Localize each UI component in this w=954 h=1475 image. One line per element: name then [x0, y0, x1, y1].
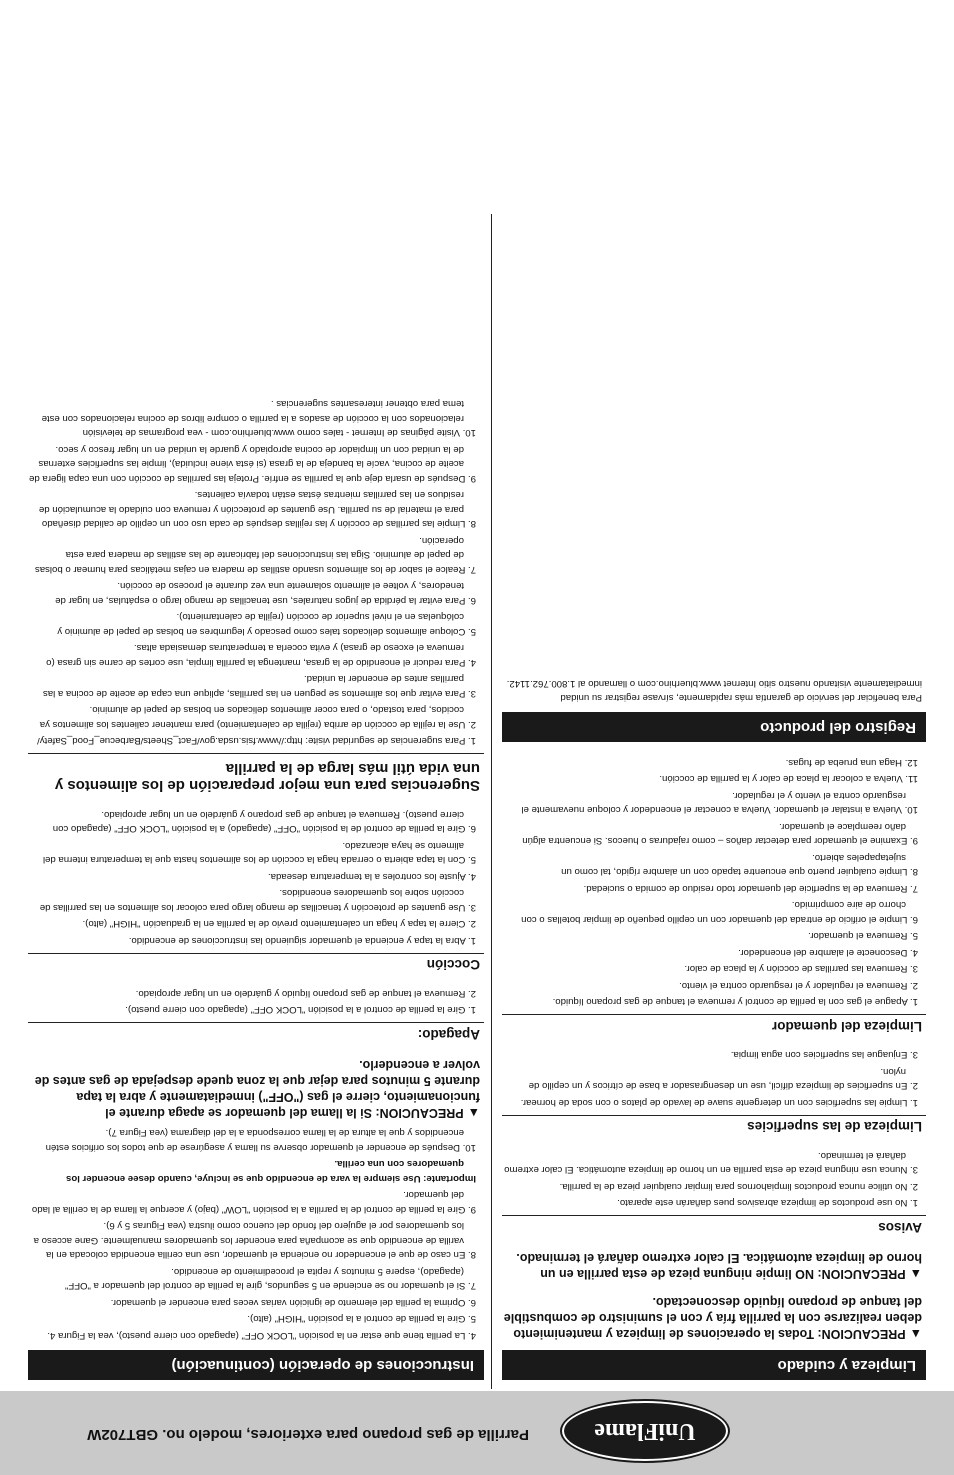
importante-note: Importante: Use siempre la vara de encendido que se incluye, cuando desee encender los quemadores con una cerilla. [65, 1158, 476, 1184]
list-item: 4. Para reducir el encendido de la grasa, mantenga la parrilla limpia, use cortes de carne sin grasa (o remueva el exceso de grasa) y evita cocerla a temperaturas demasiada altas. [46, 642, 476, 668]
list-item: 3. Use guantes de protección y tenacillas de mango largo para colocar los alimentos en las parrillas de cocción sobre los quemadores encendidos. [39, 887, 476, 913]
list-item: 11. Vuelva a colocar la placa de calor y la parrilla de cocción. [659, 773, 918, 785]
list-item: 1. Gire la perilla de control a la posición "LOCK OFF" (apagado con cierre puesto). [125, 1004, 476, 1016]
list-item: 2. No utilice nunca productos limpiahornos para limpiar cualquier pieza de la parrilla. [559, 1181, 918, 1192]
warning-icon: ▲ [909, 1267, 922, 1281]
list-item: 6. Gire la perilla de control de la posición "OFF" (apagado) a la posición "LOCK OFF" (apagado con cierre puesto). Remueva el tanque de gas propano y guárdelo en un lugar apropiado. [52, 809, 476, 835]
list-item: 12. Haga una prueba de fugas. [785, 757, 918, 768]
precaucion-3: ▲PRECAUCION: Si la llama del quemador se apaga durante el funcionamiento, cierre el gas ("OFF") inmediatamente y abra la tapa durante 5 minutos para dejar que la zona quede despejada de gas antes de volver a encenderlo. [34, 1058, 480, 1120]
header-title: Parrilla de gas propano para exteriores, modelo no. GBT702W [87, 1426, 529, 1443]
list-item: 9. Después de usarla deje que la parrilla se enfríe. Proteja las parrillas de cocción con una capa ligera de aceite de cocina, vacíe la bandeja de la grasa (si ésta viene incluida), limpie las superficies externas de la unidad con un limpiador de cocina apropiado y guarde la unidad en un lugar fresco y seco. [29, 444, 476, 484]
list-item: 5. Gire la perilla de control a la posición "HIGH" (alto). [247, 1313, 476, 1325]
list-item: 5. Coloque alimentos delicados tales como pescado y legumbres en bolsas de papel de aluminio y colóquelas en el nivel superior de cocción (rejilla de calentamiento). [57, 611, 476, 637]
list-item: 1. Limpie las superficies con un detergente suave de lavado de platos o con soda de hornear. [520, 1097, 918, 1108]
list-item: 7. Remueva de la superficie del quemador todo residuo de comida o suciedad. [583, 883, 918, 894]
column-divider [491, 214, 492, 1389]
list-item: 8. Limpie cualquier puerto que encuentre tapado con un alambre rígido, tal como un sujetapapeles abierto. [561, 852, 918, 878]
left-column [502, 672, 926, 1381]
list-item: 8. En caso de que el encendedor no encienda el quemador, use una cerilla encendida colocada en la varilla de encendido que se acompaña para encender los quemadores manualmente. Gane acceso a los quemadores por el agujero del fondo del cuenco como ilustra (vea Figuras 5 y 6). [33, 1220, 476, 1261]
warning-icon: ▲ [909, 1327, 922, 1341]
list-item: 10. Vuelva a instalar el quemador. Vuelva a conectar el encendedor y coloque nuevamente el resguardo contra el viento y el regulador. [521, 790, 918, 816]
apagado-heading: Apagado: [28, 1023, 484, 1046]
precaucion-2: ▲PRECAUCION: NO limpie ninguna pieza de esta parrilla en un horno de limpieza automática. El calor extremo dañará el terminado. [516, 1251, 922, 1281]
list-item: 5. Con la tapa abierta o cerrada haga la cocción de los alimentos hasta que la temperatura interna del alimento se haya alcanzado. [42, 840, 476, 866]
precaucion-1: ▲PRECAUCION: Todas la operaciones de limpieza y mantenimiento deben realizarse con la parrilla fría y con el suministro de combustible del tanque de propano líquido desconectado. [503, 1295, 922, 1341]
right-column [28, 394, 484, 1380]
list-item: 6. Limpie el orificio de entrada del quemador con un cepillo pequeño de limpiar botellas o con chorro de aire comprimido. [521, 899, 918, 925]
list-item: 3. Enjuague las superficies con agua limpia. [730, 1049, 918, 1061]
registro-text: Para beneficiar del servicio de garantía más rapidamente, sírvase registrar su unidad inmediatamente visitando nuestro sitio Internet www.bluerhino.com o llamando al 1.800.762.1142. [506, 678, 922, 704]
sugerencias-heading: Sugerencias para una mejor preparación de los alimentos y una vida útil más larga de la parrilla [28, 754, 484, 801]
list-item: 7. Si el quemador no se enciende en 5 segundos, gire la perilla de control del quemador a "OFF" (apagado), espere 5 minutos y repita el procedimiento de encendido. [64, 1266, 476, 1292]
uniflame-logo: UniFlame [562, 1401, 728, 1461]
list-item: 2. En superficies de limpieza difícil, use un desengrasador a base de cítricos y un cepillo de nylon. [528, 1066, 918, 1092]
list-item: 7. Realce el sabor de los alimentos usando astillas de madera en cajas metálicas para humear o bolsas de papel de aluminio. Siga las instrucciones del fabricante de las astillas de madera para esta operación. [34, 535, 476, 575]
warning-icon: ▲ [467, 1106, 480, 1120]
list-item: 10. Después de encender el quemador observe su llama y asegúrese de que todos los orificios estén encendidos y que la altura de la llama corresponda a la del diagrama (vea Figura 7). [45, 1127, 476, 1153]
list-item: 6. Para evitar la pérdida de jugos naturales, use tenacillas de mango largo o espátulas, en lugar de tenedores, y voltee el alimento solamente una vez durante el proceso de cocción. [55, 580, 476, 606]
list-item: 9. Gire la perilla de control de la parrilla a la posición "LOW" (bajo) y acerque la llama de la cerilla al lado del quemador. [31, 1189, 476, 1215]
list-item: 2. Remueva el tanque de gas propano líquido y guárdelo en un lugar apropiado. [135, 988, 476, 999]
list-item: 3. Para evitar que los alimentos se peguen en las parrillas, aplique una capa de aceite de cocina a las parrillas antes de encender la unidad. [42, 673, 476, 699]
list-item: 2. Use la rejilla de cocción de arriba (rejilla de calentamiento) para mantener calientes los alimentos ya cocidos, para tostado, o para cocer alimentos delicados en bolsas de papel de aluminio. [39, 704, 476, 730]
list-item: 4. Ajuste los controles a la temperatura deseada. [268, 871, 476, 882]
limpieza-section-bar: Limpieza y cuidado [502, 1350, 926, 1380]
list-item: 6. Oprima la perilla del elemento de ignición varias veces para encender el quemador. [110, 1297, 476, 1308]
list-item: 1. Abra la tapa y encienda el quemador siguiendo las instrucciones de encendido. [128, 935, 476, 946]
avisos-heading: Avisos [502, 1216, 926, 1239]
coccion-heading: Cocción [28, 953, 484, 976]
list-item: 2. Remueva el regulador y el resguardo contra el viento. [679, 980, 918, 991]
list-item: 4. La perilla tiene que estar en la posición "LOCK OFF" (apagado con cierre puesto), vea la Figura 4. [47, 1330, 476, 1341]
list-item: 1. No use productos de limpieza abrasivos pues dañarán este aparato. [617, 1197, 918, 1209]
list-item: 10. Visite páginas de Internet - tales como www.bluerhino.com - vea programas de televisión relacionados con la cocción de asados a la parrilla o compre libros de cocina relacionados con este tema para obtener interesantes sugerencias . [41, 398, 476, 439]
list-item: 2. Cierre la tapa y haga un calentamiento previo de la parrilla en la graduación "HIGH" (alto). [82, 918, 476, 930]
list-item: 3. Nunca use ninguna pieza de esta parrilla en un horno de limpieza automática. El calor extremo dañará el terminado. [504, 1150, 918, 1176]
list-item: 8. Limpie las parrillas de cocción y las rejillas después de cada uso con un cepillo de calidad diseñado para el material de su parrilla. Use guantes de protección y remueva con cuidado la acumulación de residuos en las parrillas mientras éstas están todavía calientes. [38, 489, 476, 530]
quemador-heading: Limpieza del quemador [502, 1015, 926, 1038]
instrucciones-section-bar: Instrucciones de operación (continuación) [28, 1350, 484, 1380]
list-item: 1. Para sugerencias de seguridad visite: http://www.fsis.usda.gov/Fact_Sheets/Barbecue_Food_Safety/ [37, 735, 476, 747]
list-item: 5. Remueva el quemador. [808, 930, 918, 942]
registro-section-bar: Registro del producto [502, 713, 926, 743]
list-item: 9. Examine el quemador para detectar daños – como rajaduras o huecos. Si encuentra algún daño reemplace el quemador. [522, 821, 918, 847]
list-item: 1. Apague el gas con la perilla de control y remueva el tanque de gas propano líquido. [552, 996, 918, 1008]
page-header [0, 1391, 954, 1475]
list-item: 3. Remueva las parrillas de cocción y la placa de calor. [684, 963, 918, 975]
list-item: 4. Desconecte el alambre del encendedor. [738, 947, 918, 958]
superficies-heading: Limpieza de las superficies [502, 1115, 926, 1138]
